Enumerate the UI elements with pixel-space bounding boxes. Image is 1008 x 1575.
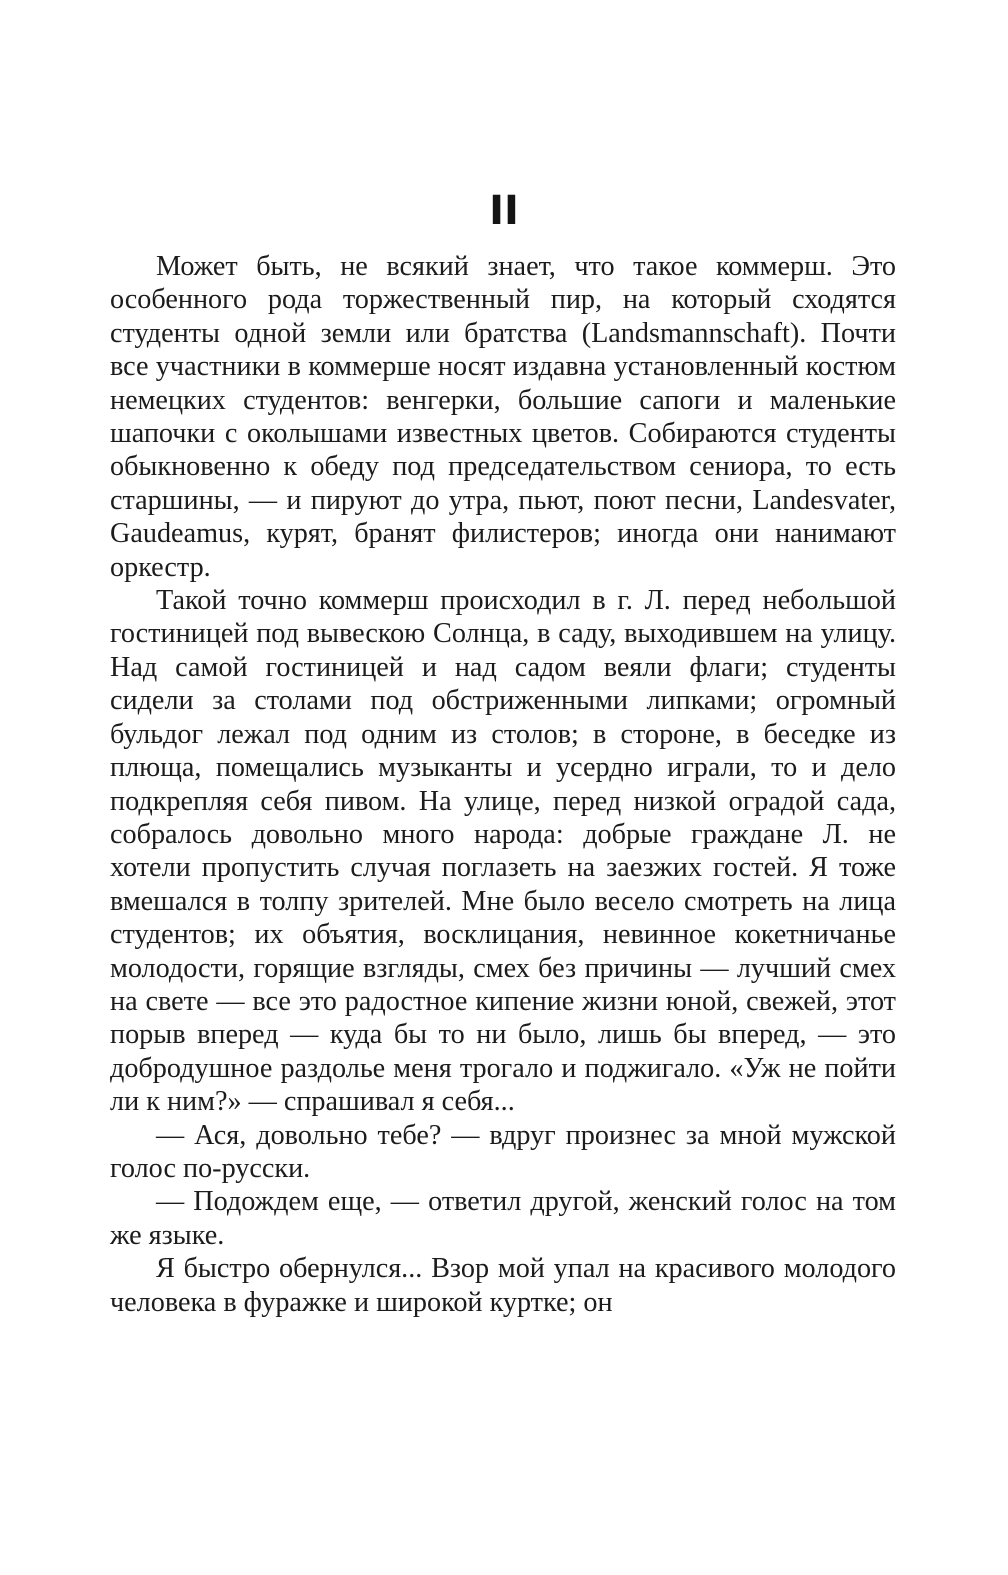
paragraph-asya-question: — Ася, довольно тебе? — вдруг произнес за мной мужской голос по-русски.: [110, 1119, 896, 1184]
paragraph-inn: Такой точно коммерш происходил в г. Л. перед небольшой гостиницей под вывескою Солнца, в саду, выходившем на улицу. Над самой гостиницей и над садом веяли флаги; студенты сидели за столами под обстриженными липками; огромный бульдог лежал под одним из столов; в стороне, в беседке из плюща, помещались музыканты и усердно играли, то и дело подкрепляя себя пивом. На улице, перед низкой оградой сада, собралось довольно много народа: добрые граждане Л. не хотели пропустить случая поглазеть на заезжих гостей. Я тоже вмешался в толпу зрителей. Мне было весело смотреть на лица студентов; их объятия, восклицания, невинное кокетничанье молодости, горящие взгляды, смех без причины — лучший смех на свете — все это радостное кипение жизни юной, свежей, этот порыв вперед — куда бы то ни было, лишь бы вперед, — это добродушное раздолье меня трогало и поджигало. «Уж не пойти ли к ним?» — спрашивал я себя...: [110, 585, 896, 1118]
paragraph-female-reply: — Подождем еще, — ответил другой, женский голос на том же языке.: [110, 1186, 896, 1251]
chapter-heading: II: [489, 188, 519, 234]
text-body: [110, 250, 896, 1319]
paragraph-turned-around: Я быстро обернулся... Взор мой упал на красивого молодого человека в фуражке и широкой куртке; он: [110, 1253, 896, 1318]
paragraph-commers: Может быть, не всякий знает, что такое коммерш. Это особенного рода торжественный пир, на который сходятся студенты одной земли или братства (Landsmannschaft). Почти все участники в коммерше носят издавна установленный костюм немецких студентов: венгерки, большие сапоги и маленькие шапочки с околышами известных цветов. Собираются студенты обыкновенно к обеду под председательством сениора, то есть старшины, — и пируют до утра, пьют, поют песни, Landesvater, Gaudeamus, курят, бранят филистеров; иногда они нанимают оркестр.: [110, 251, 896, 583]
